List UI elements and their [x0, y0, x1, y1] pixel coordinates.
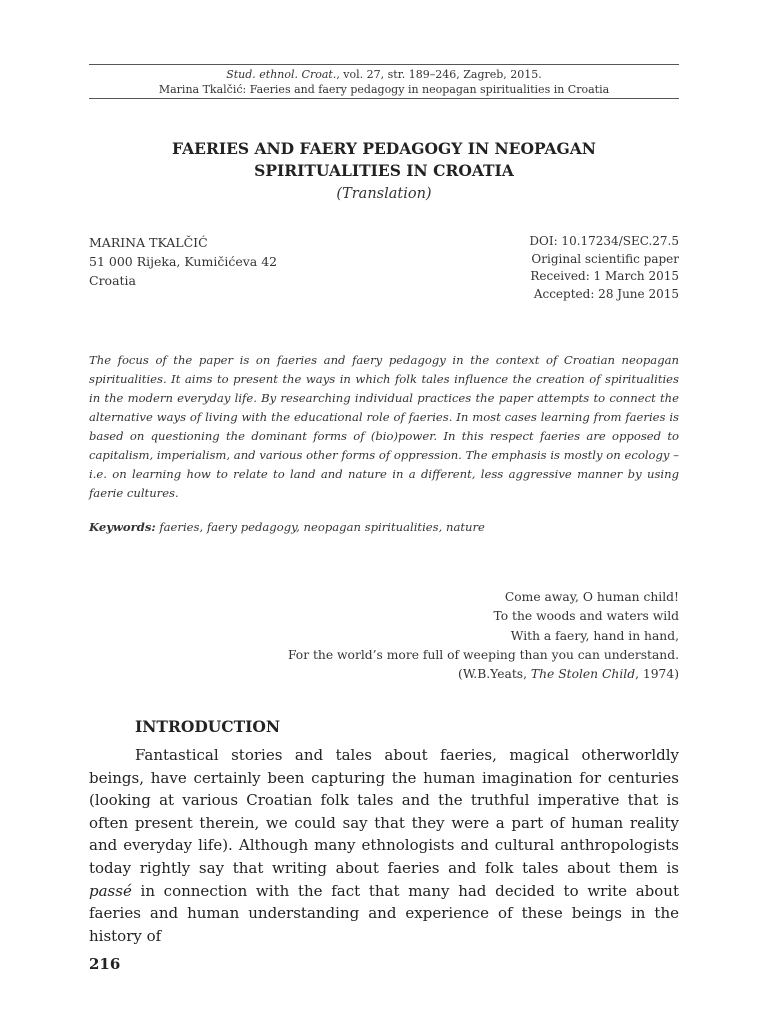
journal-abbrev: Stud. ethnol. Croat.	[226, 68, 337, 81]
keywords-label: Keywords:	[89, 520, 156, 534]
epigraph	[200, 588, 679, 684]
epigraph-line: Come away, O human child!	[504, 590, 679, 604]
title-line-1: FAERIES AND FAERY PEDAGOGY IN NEOPAGAN	[172, 139, 596, 158]
running-title: Marina Tkalčić: Faeries and faery pedagogy in neopagan spiritualities in Croatia	[158, 83, 610, 96]
epigraph-line: With a faery, hand in hand,	[510, 628, 679, 643]
header-top-rule	[89, 64, 679, 65]
abstract: The focus of the paper is on faeries and faery pedagogy in the context of Croatian neopagan spiritualities. It aims to present the ways in which folk tales influence the creation of spiritualities in the modern everyday life. By researching individual practices the paper attempts to connect the alternative ways of living with the educational role of faeries. In most cases learning from faeries is based on questioning the dominant forms of (bio)power. In this respect faeries are opposed to capitalism, imperialism, and various other forms of oppression. The emphasis is mostly on ecology – i.e. on learning how to relate to land and nature in a different, less aggressive manner by using faerie cultures.	[89, 353, 679, 500]
body-text	[89, 744, 679, 947]
doi: DOI: 10.17234/SEC.27.5	[529, 234, 679, 248]
paragraph: Fantastical stories and tales about faeries, magical otherworldly beings, have certainly been capturing the human imagination for centuries (looking at various Croatian folk tales and the truthful imperative that is often present therein, we could say that they were a part of human reality and everyday life). Although many ethnologists and cultural anthropologists today rightly say that writing about faeries and folk tales about them is passé in connection with the fact that many had decided to write about faeries and human understanding and experience of these beings in the history of	[89, 746, 679, 945]
epigraph-line: For the world’s more full of weeping than you can understand.	[287, 647, 679, 662]
title-line-2: SPIRITUALITIES IN CROATIA	[254, 161, 514, 180]
author-block	[89, 233, 349, 290]
paper-title	[89, 138, 679, 182]
keywords-list: faeries, faery pedagogy, neopagan spiritualities, nature	[155, 520, 485, 534]
author-address: 51 000 Rijeka, Kumičićeva 42	[89, 254, 278, 269]
author-country: Croatia	[89, 273, 136, 288]
article-meta	[420, 233, 679, 303]
article-type: Original scientific paper	[531, 251, 679, 266]
journal-citation	[89, 67, 679, 82]
attribution-title: The Stolen Child	[530, 667, 636, 682]
journal-details: , vol. 27, str. 189–246, Zagreb, 2015.	[336, 68, 542, 81]
epigraph-attribution: (W.B.Yeats, The Stolen Child, 1974)	[458, 667, 679, 682]
author-name: MARINA TKALČIĆ	[89, 235, 208, 250]
header-bottom-rule	[89, 98, 679, 99]
keywords	[89, 520, 679, 534]
paper-subtitle: (Translation)	[336, 186, 432, 202]
epigraph-line: To the woods and waters wild	[493, 609, 679, 624]
page-number: 216	[89, 955, 121, 973]
italic-word: passé	[89, 881, 132, 900]
section-heading: INTRODUCTION	[135, 717, 281, 736]
received-date: Received: 1 March 2015	[530, 269, 679, 283]
accepted-date: Accepted: 28 June 2015	[533, 286, 679, 301]
